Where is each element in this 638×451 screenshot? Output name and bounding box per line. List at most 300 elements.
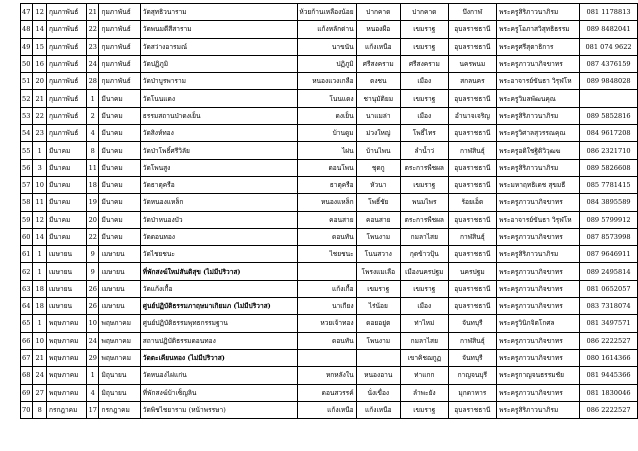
venue-name-cell: วัดไชยชนะ (140, 246, 298, 263)
row-number-cell: 57 (21, 176, 33, 193)
subdistrict-cell: ม่วงใหญ่ (356, 125, 400, 142)
subdistrict-cell: โพรงแมเลือ (356, 263, 400, 280)
table-row (21, 401, 638, 418)
subdistrict-cell: ชานุมัติยม (356, 90, 400, 107)
end-month-cell: กรกฎาคม (99, 401, 140, 418)
start-month-cell: เมษายน (47, 280, 87, 297)
table-row (21, 228, 638, 245)
end-day-cell: 26 (87, 298, 99, 315)
start-month-cell: เมษายน (47, 263, 87, 280)
subdistrict-cell: นาแมล่า (356, 107, 400, 124)
village-cell: แก้งเหนือ (298, 401, 356, 418)
end-month-cell: กุมภาพันธ์ (99, 4, 140, 21)
province-cell: นครพนม (448, 55, 496, 72)
table-row (21, 349, 638, 366)
village-cell: แก้งเกื้อ (298, 280, 356, 297)
end-month-cell: มีนาคม (99, 228, 140, 245)
district-cell: กมลาไสย (400, 332, 448, 349)
table-row (21, 263, 638, 280)
row-number-cell: 55 (21, 142, 33, 159)
row-number-cell: 69 (21, 384, 33, 401)
end-month-cell: กุมภาพันธ์ (99, 73, 140, 90)
phone-number-cell (580, 90, 638, 107)
end-day-cell: 21 (87, 4, 99, 21)
start-month-cell: มีนาคม (47, 176, 87, 193)
village-cell: หวยเจ้าทอง (298, 315, 356, 332)
district-cell: ท่าไหม่ (400, 315, 448, 332)
start-day-cell: 10 (33, 176, 47, 193)
district-cell: โพธิ์ไทร (400, 125, 448, 142)
monk-name-cell: พระครูภาวนาภิจขาทร (497, 349, 580, 366)
venue-name-cell: วัดธาตุครือ (140, 176, 298, 193)
end-day-cell: 24 (87, 332, 99, 349)
monk-name-cell: พระครูสิริภาวนาภิรม (497, 159, 580, 176)
end-month-cell: กุมภาพันธ์ (99, 21, 140, 38)
start-month-cell: กรกฎาคม (47, 401, 87, 418)
district-cell: กุดข้าวปุ้น (400, 246, 448, 263)
village-cell: ไชยชนะ (298, 246, 356, 263)
monk-name-cell: พระครูโอภาสวิสุทธิธรรม (497, 21, 580, 38)
row-number-cell: 62 (21, 263, 33, 280)
phone-number-cell: 086 2222527 (580, 401, 638, 418)
start-month-cell: เมษายน (47, 298, 87, 315)
start-month-cell: พฤษภาคม (47, 332, 87, 349)
row-number-cell: 70 (21, 401, 33, 418)
venue-name-cell: วัดพนมดีสีสาราม (140, 21, 298, 38)
village-cell: โนนแดง (298, 90, 356, 107)
subdistrict-cell: คอนสาย (356, 211, 400, 228)
table-row (21, 90, 638, 107)
province-cell: อุบลราชธานี (448, 38, 496, 55)
village-cell: หนองแวงเกลือ (298, 73, 356, 90)
start-month-cell: มีนาคม (47, 228, 87, 245)
end-day-cell: 2 (87, 107, 99, 124)
start-day-cell: 12 (33, 4, 47, 21)
subdistrict-cell: ศรีสงคราม (356, 55, 400, 72)
end-month-cell: มีนาคม (99, 211, 140, 228)
province-cell: จันทบุรี (448, 315, 496, 332)
province-cell: อำนาจเจริญ (448, 107, 496, 124)
village-cell: ดอนทัน (298, 228, 356, 245)
end-day-cell: 4 (87, 384, 99, 401)
venue-name-cell: วัดหนองไผ่แก่น (140, 367, 298, 384)
start-day-cell: 1 (33, 315, 47, 332)
row-number-cell: 60 (21, 228, 33, 245)
phone-number-cell: 081 1830046 (580, 384, 638, 401)
province-cell: อุบลราชธานี (448, 90, 496, 107)
district-cell: เขมราฐ (400, 90, 448, 107)
subdistrict-cell: ตงชน (356, 73, 400, 90)
phone-number-cell: 089 8482041 (580, 21, 638, 38)
end-month-cell: พฤษภาคม (99, 349, 140, 366)
table-row (21, 176, 638, 193)
table-row (21, 384, 638, 401)
subdistrict-cell: หนองอาน (356, 367, 400, 384)
monk-name-cell: พระครูศรีสุตาธิการ (497, 38, 580, 55)
start-day-cell: 14 (33, 21, 47, 38)
end-month-cell: มีนาคม (99, 142, 140, 159)
district-cell: เขมราฐ (400, 21, 448, 38)
subdistrict-cell: แก้งเหนือ (356, 38, 400, 55)
province-cell: อุบลราชธานี (448, 125, 496, 142)
start-day-cell: 15 (33, 38, 47, 55)
table-row (21, 107, 638, 124)
village-cell: บ้านดูม (298, 125, 356, 142)
start-day-cell: 1 (33, 246, 47, 263)
district-cell: ศรีสงคราม (400, 55, 448, 72)
district-cell: ปากคาด (400, 4, 448, 21)
end-month-cell: มีนาคม (99, 107, 140, 124)
province-cell: ร้อยเอ็ด (448, 194, 496, 211)
venue-name-cell: วัดสว่างอารมณ์ (140, 38, 298, 55)
start-month-cell: พฤษภาคม (47, 367, 87, 384)
table-row (21, 367, 638, 384)
province-cell: อุบลราชธานี (448, 211, 496, 228)
table-row (21, 55, 638, 72)
row-number-cell: 65 (21, 315, 33, 332)
venue-name-cell: วัดสุทธิวนาราม (140, 4, 298, 21)
row-number-cell: 53 (21, 107, 33, 124)
start-day-cell: 21 (33, 349, 47, 366)
district-cell: เมือง (400, 107, 448, 124)
venue-name-cell: ที่พักสงฆ์บ้าเซ็ญลิน (140, 384, 298, 401)
monk-name-cell: พระมหาฤทธิเดช สุขมธี (497, 176, 580, 193)
village-cell: คอนสาย (298, 211, 356, 228)
start-day-cell: 1 (33, 142, 47, 159)
start-month-cell: กุมภาพันธ์ (47, 73, 87, 90)
subdistrict-cell: หนองผือ (356, 21, 400, 38)
village-cell: หนองแหล็ก (298, 194, 356, 211)
venue-name-cell: วัดแก้งเกื้อ (140, 280, 298, 297)
end-day-cell: 18 (87, 176, 99, 193)
province-cell: อุบลราชธานี (448, 298, 496, 315)
district-cell: ท่าแกก (400, 367, 448, 384)
end-day-cell: 11 (87, 159, 99, 176)
district-cell: เขมราฐ (400, 401, 448, 418)
monk-name-cell: พระครูภาวนาภิจขาทร (497, 332, 580, 349)
start-day-cell: 18 (33, 298, 47, 315)
end-month-cell: มีนาคม (99, 125, 140, 142)
monk-name-cell: พระครูภาวนาภิจขาทร (497, 280, 580, 297)
start-month-cell: พฤษภาคม (47, 384, 87, 401)
phone-number-cell: 081 1178813 (580, 4, 638, 21)
end-day-cell: 20 (87, 211, 99, 228)
phone-number-cell: 089 9848028 (580, 73, 638, 90)
start-day-cell: 23 (33, 125, 47, 142)
row-number-cell: 49 (21, 38, 33, 55)
row-number-cell: 61 (21, 246, 33, 263)
start-month-cell: กุมภาพันธ์ (47, 21, 87, 38)
province-cell: อุบลราชธานี (448, 176, 496, 193)
district-cell: ลำพะยัง (400, 384, 448, 401)
row-number-cell: 50 (21, 55, 33, 72)
district-cell: เมือง (400, 73, 448, 90)
subdistrict-cell: หัวนา (356, 176, 400, 193)
village-cell: หกหลังใน (298, 367, 356, 384)
venue-name-cell: วัดโนนแดง (140, 90, 298, 107)
end-month-cell: มิถุนายน (99, 367, 140, 384)
village-cell: นาเกียง (298, 298, 356, 315)
monk-name-cell: พระครูสิริภาวนาภิรม (497, 107, 580, 124)
end-day-cell: 22 (87, 228, 99, 245)
village-cell: ดอนโพน (298, 159, 356, 176)
end-month-cell: พฤษภาคม (99, 332, 140, 349)
monk-name-cell: พระครูภาวนาภิจขาทร (497, 384, 580, 401)
schedule-sheet (20, 3, 638, 419)
start-day-cell: 18 (33, 280, 47, 297)
schedule-table (20, 3, 638, 419)
row-number-cell: 63 (21, 280, 33, 297)
phone-number-cell: 081 0652057 (580, 280, 638, 297)
table-row (21, 280, 638, 297)
start-day-cell: 14 (33, 228, 47, 245)
start-month-cell: พฤษภาคม (47, 315, 87, 332)
venue-name-cell: วัดตะเคียนทอง (ไม่มีปริวาส) (140, 349, 298, 366)
end-day-cell: 9 (87, 263, 99, 280)
subdistrict-cell: แก้งเหนือ (356, 401, 400, 418)
start-month-cell: กุมภาพันธ์ (47, 90, 87, 107)
venue-name-cell: วัดปฏิภูมิ (140, 55, 298, 72)
venue-name-cell: วัดพิชไชยาราม (หน้าพรรษา) (140, 401, 298, 418)
subdistrict-cell: ปากคาด (356, 4, 400, 21)
end-day-cell: 26 (87, 280, 99, 297)
end-month-cell: มีนาคม (99, 90, 140, 107)
province-cell: มุกดาหาร (448, 384, 496, 401)
end-day-cell: 24 (87, 55, 99, 72)
subdistrict-cell: ดอยอยู่ต (356, 315, 400, 332)
monk-name-cell: พระครูวิศาลสุวรรณคุณ (497, 125, 580, 142)
start-month-cell: กุมภาพันธ์ (47, 38, 87, 55)
end-day-cell: 4 (87, 125, 99, 142)
table-row (21, 194, 638, 211)
start-day-cell: 16 (33, 55, 47, 72)
district-cell: ตระการพืชผล (400, 211, 448, 228)
subdistrict-cell: เขมราฐ (356, 280, 400, 297)
venue-name-cell: วัดป่าโพธิ์ศรีวิลัย (140, 142, 298, 159)
row-number-cell: 67 (21, 349, 33, 366)
row-number-cell: 58 (21, 194, 33, 211)
phone-number-cell: 080 1614366 (580, 349, 638, 366)
venue-name-cell: ศูนย์ปฏิบัติธรรมภาฤษมาเกิยมภ (ไม่มีปริวาส) (140, 298, 298, 315)
subdistrict-cell: บ้านไพน (356, 142, 400, 159)
monk-name-cell: พระอาจารย์ขันธา วิรุฬโห (497, 73, 580, 90)
district-cell: กมลาไสย (400, 228, 448, 245)
province-cell: อุบลราชธานี (448, 159, 496, 176)
phone-number-cell: 081 3497571 (580, 315, 638, 332)
province-cell: จันทบุรี (448, 349, 496, 366)
end-day-cell: 8 (87, 142, 99, 159)
row-number-cell: 54 (21, 125, 33, 142)
table-row (21, 298, 638, 315)
venue-name-cell: วัดดอนทอง (140, 228, 298, 245)
end-day-cell: 1 (87, 367, 99, 384)
province-cell: นครปฐม (448, 263, 496, 280)
start-month-cell: พฤษภาคม (47, 349, 87, 366)
province-cell: บึงกาฬ (448, 4, 496, 21)
start-month-cell: มีนาคม (47, 211, 87, 228)
end-month-cell: เมษายน (99, 280, 140, 297)
monk-name-cell: พระครูวินิกจิตโกศล (497, 315, 580, 332)
end-day-cell: 10 (87, 315, 99, 332)
district-cell: เขมราฐ (400, 280, 448, 297)
venue-name-cell: ธรรมสถานป่าดงเย็น (140, 107, 298, 124)
start-month-cell: กุมภาพันธ์ (47, 107, 87, 124)
province-cell: กาญจนบุรี (448, 367, 496, 384)
end-day-cell: 29 (87, 349, 99, 366)
province-cell: อุบลราชธานี (448, 280, 496, 297)
subdistrict-cell (356, 349, 400, 366)
phone-number-cell: 087 9646911 (580, 246, 638, 263)
subdistrict-cell: ไร่น้อย (356, 298, 400, 315)
table-row (21, 246, 638, 263)
end-month-cell: เมษายน (99, 246, 140, 263)
monk-name-cell: พระครูอดิใชฐิดิวิวุฒฆ (497, 142, 580, 159)
province-cell: อุบลราชธานี (448, 246, 496, 263)
monk-name-cell: พระครูภาวนาภิจขาทร (497, 298, 580, 315)
start-month-cell: มีนาคม (47, 159, 87, 176)
end-day-cell: 9 (87, 246, 99, 263)
end-day-cell: 22 (87, 21, 99, 38)
end-month-cell: มีนาคม (99, 194, 140, 211)
start-day-cell: 20 (33, 73, 47, 90)
row-number-cell: 64 (21, 298, 33, 315)
province-cell: กาฬสินธุ์ (448, 142, 496, 159)
start-month-cell: กุมภาพันธ์ (47, 4, 87, 21)
start-day-cell: 12 (33, 211, 47, 228)
phone-number-cell: 084 9617208 (580, 125, 638, 142)
start-month-cell: กุมภาพันธ์ (47, 125, 87, 142)
start-day-cell: 22 (33, 107, 47, 124)
village-cell: ปฏิภูมิ (298, 55, 356, 72)
province-cell: สกลนคร (448, 73, 496, 90)
row-number-cell: 59 (21, 211, 33, 228)
table-row (21, 332, 638, 349)
monk-name-cell: พระครูภาวนาภิจขาทร (497, 194, 580, 211)
start-month-cell: มีนาคม (47, 142, 87, 159)
village-cell: ดอนสวรรค์ (298, 384, 356, 401)
start-day-cell: 24 (33, 367, 47, 384)
district-cell: เมือง (400, 298, 448, 315)
table-row (21, 4, 638, 21)
monk-name-cell: พระครูภาวนาภิจขาทร (497, 228, 580, 245)
start-day-cell: 21 (33, 90, 47, 107)
monk-name-cell: พระครูสิริภาวนาภิรม (497, 246, 580, 263)
start-day-cell: 11 (33, 194, 47, 211)
village-cell: ไผ่น (298, 142, 356, 159)
start-day-cell: 8 (33, 401, 47, 418)
row-number-cell: 66 (21, 332, 33, 349)
monk-name-cell: พระครูวิมลพัฒนคุณ (497, 90, 580, 107)
monk-name-cell: พระครูภาวนาภิจขาทร (497, 55, 580, 72)
phone-number-cell: 087 4376159 (580, 55, 638, 72)
start-month-cell: เมษายน (47, 246, 87, 263)
table-row (21, 73, 638, 90)
monk-name-cell: พระครูสิริภาวนาภิรม (497, 4, 580, 21)
province-cell: กาฬสินธุ์ (448, 228, 496, 245)
end-month-cell: กุมภาพันธ์ (99, 38, 140, 55)
venue-name-cell: วัดป่าบูรพาราม (140, 73, 298, 90)
venue-name-cell: วัดสิงห์ทอง (140, 125, 298, 142)
district-cell: ตระการพืชผล (400, 159, 448, 176)
monk-name-cell: พระครูสิริภาวนาภิรม (497, 401, 580, 418)
village-cell (298, 263, 356, 280)
venue-name-cell: ที่พักสงฆ์ใหม่สันติสุข (ไม่มีปริวาส) (140, 263, 298, 280)
district-cell: เขมราฐ (400, 38, 448, 55)
end-month-cell: กุมภาพันธ์ (99, 55, 140, 72)
end-day-cell: 19 (87, 194, 99, 211)
subdistrict-cell: โพธิ์ชัย (356, 194, 400, 211)
village-cell (298, 349, 356, 366)
monk-name-cell: พระครูกาญจนธรรมชัย (497, 367, 580, 384)
district-cell: เขมราฐ (400, 176, 448, 193)
end-month-cell: พฤษภาคม (99, 315, 140, 332)
end-day-cell: 17 (87, 401, 99, 418)
table-row (21, 125, 638, 142)
district-cell: เมืองนครปฐม (400, 263, 448, 280)
venue-name-cell: วัดหนองแหล็ก (140, 194, 298, 211)
village-cell: ห้วยก้านเหลืองน้อย (298, 4, 356, 21)
phone-number-cell: 086 2321710 (580, 142, 638, 159)
district-cell: ลำน้ำว่ (400, 142, 448, 159)
venue-name-cell: วัดป่าหนองบัว (140, 211, 298, 228)
venue-name-cell: วัดโพนสูง (140, 159, 298, 176)
table-row (21, 159, 638, 176)
venue-name-cell: ศูนย์ปฏิบัติธรรมพุทธกรรมฐาน (140, 315, 298, 332)
subdistrict-cell: โพนงาม (356, 332, 400, 349)
table-row (21, 38, 638, 55)
phone-number-cell: 086 2222527 (580, 332, 638, 349)
venue-name-cell: สถานปฏิบัติธรรมดอนทอง (140, 332, 298, 349)
start-month-cell: กุมภาพันธ์ (47, 55, 87, 72)
row-number-cell: 52 (21, 90, 33, 107)
phone-number-cell: 081 074 9622 (580, 38, 638, 55)
village-cell: แก้งหลักด่าน (298, 21, 356, 38)
row-number-cell: 48 (21, 21, 33, 38)
table-row (21, 315, 638, 332)
end-month-cell: มิถุนายน (99, 384, 140, 401)
village-cell: นาขนัน (298, 38, 356, 55)
phone-number-cell: 089 5852816 (580, 107, 638, 124)
table-row (21, 211, 638, 228)
phone-number-cell: 087 8573998 (580, 228, 638, 245)
village-cell: ดงเย็น (298, 107, 356, 124)
monk-name-cell: พระอาจารย์ขันธา วิรุฬโห (497, 211, 580, 228)
district-cell: พนมไพร (400, 194, 448, 211)
phone-number-cell: 083 7318074 (580, 298, 638, 315)
table-row (21, 21, 638, 38)
province-cell: อุบลราชธานี (448, 21, 496, 38)
end-day-cell: 23 (87, 38, 99, 55)
end-day-cell: 1 (87, 90, 99, 107)
start-month-cell: มีนาคม (47, 194, 87, 211)
district-cell: เขาคิชฌกูฏ (400, 349, 448, 366)
phone-number-cell: 081 9445366 (580, 367, 638, 384)
end-month-cell: มีนาคม (99, 176, 140, 193)
phone-number-cell: 084 3895589 (580, 194, 638, 211)
province-cell: อุบลราชธานี (448, 401, 496, 418)
phone-number-cell: 085 7781415 (580, 176, 638, 193)
row-number-cell: 51 (21, 73, 33, 90)
start-day-cell: 10 (33, 332, 47, 349)
start-day-cell: 3 (33, 159, 47, 176)
phone-number-cell: 089 2495814 (580, 263, 638, 280)
subdistrict-cell: นั่งเขื่อง (356, 384, 400, 401)
start-day-cell: 1 (33, 263, 47, 280)
village-cell: ดอนทัน (298, 332, 356, 349)
end-month-cell: เมษายน (99, 263, 140, 280)
end-month-cell: เมษายน (99, 298, 140, 315)
phone-number-cell: 089 5826608 (580, 159, 638, 176)
